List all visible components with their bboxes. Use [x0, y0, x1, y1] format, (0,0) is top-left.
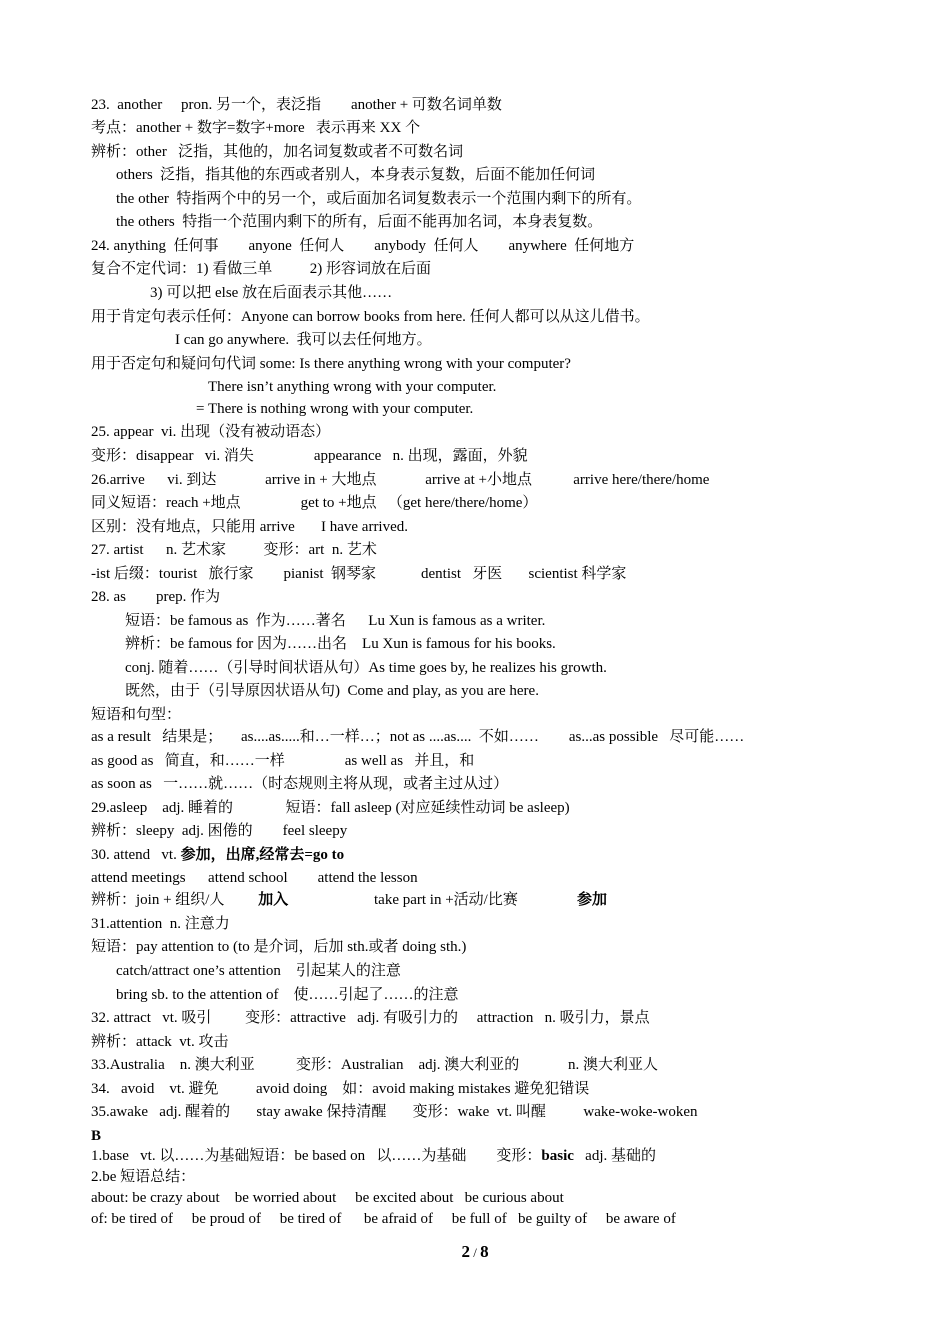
page-separator: / [469, 1245, 481, 1260]
entry-29-asleep: 29.asleep adj. 睡着的 短语：fall asleep (对应延续性动词 be asleep) [91, 800, 570, 816]
entry-35-awake: 35.awake adj. 醒着的 stay awake 保持清醒 变形：wake vt. 叫醒 wake-woke-woken [91, 1104, 698, 1120]
entry-26-synonyms: 同义短语：reach +地点 get to +地点 （get here/there/home） [91, 495, 538, 511]
entry-28-phrases-2: as good as 简直，和……一样 as well as 并且，和 [91, 753, 475, 769]
entry-28-phrases-1: as a result 结果是； as....as.....和…一样…；not as ....as.... 不如…… as...as possible 尽可能…… [91, 729, 745, 745]
entry-30-take-part-in: take part in +活动/比赛 [374, 892, 518, 908]
entry-24-else: 3) 可以把 else 放在后面表示其他…… [150, 285, 393, 301]
entry-b1-base: 1.base vt. 以……为基础短语：be based on 以……为基础 变形：basic adj. 基础的 [91, 1148, 656, 1164]
entry-23-discrimination: 辨析：other 泛指，其他的，加名词复数或者不可数名词 [91, 144, 464, 160]
page-total: 8 [480, 1242, 489, 1261]
section-b-heading: B [91, 1128, 102, 1144]
entry-29-sleepy: 辨析：sleepy adj. 困倦的 feel sleepy [91, 823, 348, 839]
entry-30-attend-meaning: 参加，出席,经常去=go to [180, 847, 345, 863]
entry-34-avoid: 34. avoid vt. 避免 avoid doing 如：avoid making mistakes 避免犯错误 [91, 1081, 590, 1097]
entry-24-anywhere-example: I can go anywhere. 我可以去任何地方。 [175, 332, 432, 348]
entry-24-negative: 用于否定句和疑问句代词 some: Is there anything wrong with your computer? [91, 356, 571, 372]
entry-28-famous-for: 辨析：be famous for 因为……出名 Lu Xun is famous for his books. [125, 636, 556, 652]
entry-b1-basic-meaning: adj. 基础的 [573, 1148, 656, 1164]
entry-b1-basic-word: basic [541, 1148, 574, 1164]
page-number [0, 1242, 950, 1262]
entry-28-phrases-heading: 短语和句型： [91, 707, 182, 723]
entry-28-famous-as: 短语：be famous as 作为……著名 Lu Xun is famous as a writer. [125, 613, 546, 629]
entry-28-as: 28. as prep. 作为 [91, 589, 221, 605]
entry-23-the-other: the other 特指两个中的另一个，或后面加名词复数表示一个范围内剩下的所有。 [116, 191, 642, 207]
entry-31-catch-attention: catch/attract one’s attention 引起某人的注意 [116, 963, 401, 979]
entry-28-phrases-3: as soon as 一……就……（时态规则主将从现，或者主过从过） [91, 776, 509, 792]
entry-b2-be-phrases: 2.be 短语总结： [91, 1169, 196, 1185]
entry-25-forms: 变形：disappear vi. 消失 appearance n. 出现，露面，外貌 [91, 448, 528, 464]
entry-23-key-point: 考点：another + 数字=数字+more 表示再来 XX 个 [91, 120, 421, 136]
entry-27-artist: 27. artist n. 艺术家 变形：art n. 艺术 [91, 542, 377, 558]
entry-28-conj-reason: 既然，由于（引导原因状语从句) Come and play, as you are here. [125, 683, 539, 699]
entry-33-australia: 33.Australia n. 澳大利亚 变形：Australian adj. 澳大利亚的 n. 澳大利亚人 [91, 1057, 659, 1073]
entry-24-anything: 24. anything 任何事 anyone 任何人 anybody 任何人 anywhere 任何地方 [91, 238, 635, 254]
entry-27-ist-suffix: -ist 后缀：tourist 旅行家 pianist 钢琴家 dentist 牙医 scientist 科学家 [91, 566, 627, 582]
entry-31-pay-attention: 短语：pay attention to (to 是介词，后加 sth.或者 doing sth.) [91, 939, 467, 955]
entry-31-bring-attention: bring sb. to the attention of 使……引起了……的注意 [116, 987, 459, 1003]
entry-30-take-part-meaning: 参加 [577, 892, 608, 908]
entry-24-example-isnt: There isn’t anything wrong with your computer. [208, 379, 497, 395]
entry-28-conj-time: conj. 随着……（引导时间状语从句）As time goes by, he realizes his growth. [125, 660, 607, 676]
entry-24-example-nothing: = There is nothing wrong with your computer. [196, 401, 474, 417]
entry-23-the-others: the others 特指一个范围内剩下的所有，后面不能再加名词，本身表复数。 [116, 214, 603, 230]
entry-25-appear: 25. appear vi. 出现（没有被动语态） [91, 424, 331, 440]
entry-30-collocations: attend meetings attend school attend the lesson [91, 870, 418, 886]
entry-26-arrive: 26.arrive vi. 到达 arrive in + 大地点 arrive at +小地点 arrive here/there/home [91, 472, 710, 488]
entry-23-others: others 泛指，指其他的东西或者别人，本身表示复数，后面不能加任何词 [116, 167, 596, 183]
entry-b2-about-phrases: about: be crazy about be worried about be excited about be curious about [91, 1190, 564, 1206]
entry-24-compound: 复合不定代词：1) 看做三单 2) 形容词放在后面 [91, 261, 431, 277]
entry-26-difference: 区别：没有地点，只能用 arrive I have arrived. [91, 519, 409, 535]
entry-24-affirmative: 用于肯定句表示任何：Anyone can borrow books from here. 任何人都可以从这儿借书。 [91, 309, 650, 325]
entry-31-attention: 31.attention n. 注意力 [91, 916, 230, 932]
entry-30-attend: 30. attend vt. 参加，出席,经常去=go to [91, 847, 345, 863]
entry-30-join: 辨析：join + 组织/人 加入 [91, 892, 289, 908]
entry-32-attract: 32. attract vt. 吸引 变形：attractive adj. 有吸引力的 attraction n. 吸引力，景点 [91, 1010, 650, 1026]
entry-b2-of-phrases: of: be tired of be proud of be tired of be afraid of be full of be guilty of be aware of [91, 1211, 676, 1227]
entry-23-another: 23. another pron. 另一个，表泛指 another + 可数名词单数 [91, 97, 502, 113]
entry-32-attack: 辨析：attack vt. 攻击 [91, 1034, 229, 1050]
entry-30-join-meaning: 加入 [258, 892, 289, 908]
page-current: 2 [461, 1242, 470, 1261]
